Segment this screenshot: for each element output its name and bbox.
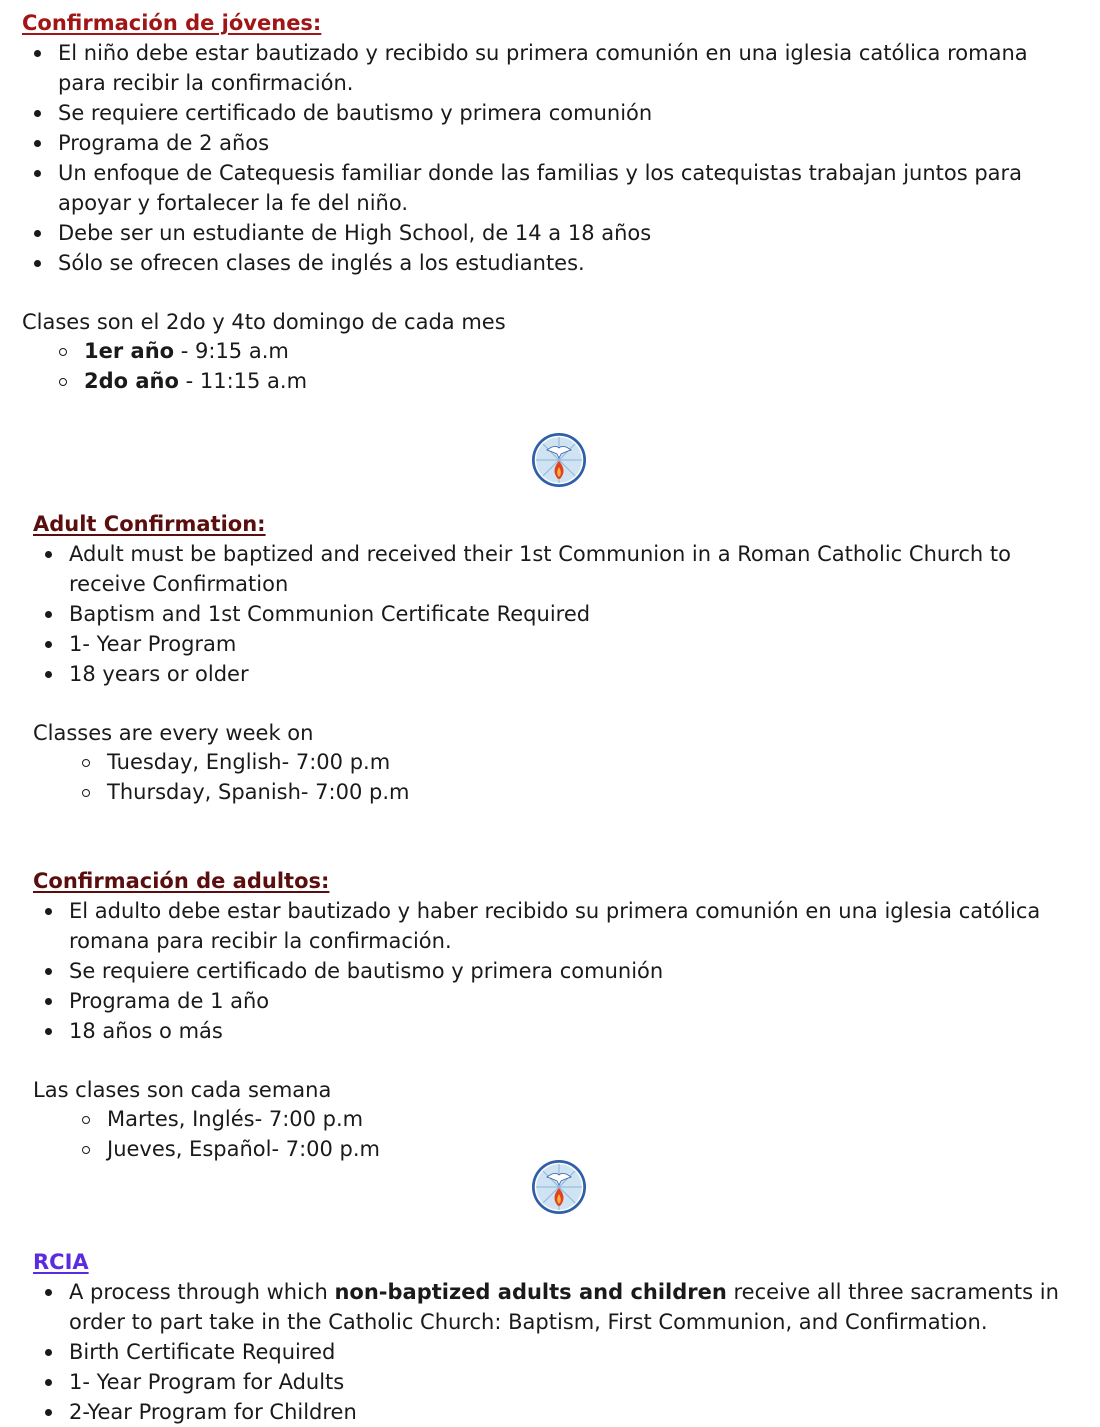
rcia-section xyxy=(33,1247,1070,1427)
list-item: 18 years or older xyxy=(33,659,1070,689)
schedule-time: - 9:15 a.m xyxy=(174,339,289,363)
list-item: 1- Year Program xyxy=(33,629,1070,659)
list-item: Tuesday, English- 7:00 p.m xyxy=(33,748,1070,778)
adult-confirmation-es-heading[interactable]: Confirmación de adultos: xyxy=(33,869,330,893)
youth-confirmation-es-heading[interactable]: Confirmación de jóvenes: xyxy=(22,11,322,35)
schedule-label: 1er año xyxy=(84,339,175,363)
list-item: Se requiere certificado de bautismo y primera comunión xyxy=(33,956,1070,986)
list-item: Birth Certificate Required xyxy=(33,1337,1070,1367)
list-item xyxy=(10,367,1070,397)
adult-es-schedule-intro: Las clases son cada semana xyxy=(33,1078,332,1102)
schedule-label: 2do año xyxy=(84,368,179,393)
list-item: El niño debe estar bautizado y recibido su primera comunión en una iglesia católica romana para recibir la confirmación. xyxy=(22,38,1070,98)
rcia-text-bold: non-baptized adults and children xyxy=(334,1280,727,1304)
youth-es-requirements-list xyxy=(22,38,1070,278)
adult-confirmation-en-heading[interactable]: Adult Confirmation: xyxy=(33,512,266,536)
adult-en-schedule-list xyxy=(33,748,1070,807)
list-item xyxy=(10,337,1070,367)
adult-en-requirements-list xyxy=(33,539,1070,689)
rcia-text-after: receive all three sacraments in order to part take in the Catholic Church: Baptism, First Communion, and Confirmation. xyxy=(69,1280,1059,1334)
holy-spirit-dove-flame-icon xyxy=(531,1159,587,1215)
youth-confirmation-es-section xyxy=(22,8,1070,396)
holy-spirit-dove-flame-icon xyxy=(531,432,587,488)
list-item: Un enfoque de Catequesis familiar donde las familias y los catequistas trabajan juntos para apoyar y fortalecer la fe del niño. xyxy=(22,158,1070,218)
list-item: Baptism and 1st Communion Certificate Required xyxy=(33,599,1070,629)
list-item: 1- Year Program for Adults xyxy=(33,1367,1070,1397)
adult-es-requirements-list xyxy=(33,896,1070,1046)
list-item: 18 años o más xyxy=(33,1016,1070,1046)
list-item: Adult must be baptized and received their 1st Communion in a Roman Catholic Church to receive Confirmation xyxy=(33,539,1070,599)
adult-en-schedule-intro: Classes are every week on xyxy=(33,721,314,745)
list-item xyxy=(33,1277,1070,1337)
list-item: Martes, Inglés- 7:00 p.m xyxy=(33,1105,1070,1135)
list-item: Debe ser un estudiante de High School, de 14 a 18 años xyxy=(22,218,1070,248)
list-item: El adulto debe estar bautizado y haber recibido su primera comunión en una iglesia católica romana para recibir la confirmación. xyxy=(33,896,1070,956)
list-item: Jueves, Español- 7:00 p.m xyxy=(33,1135,1070,1165)
list-item: 2-Year Program for Children xyxy=(33,1397,1070,1427)
list-item: Programa de 1 año xyxy=(33,986,1070,1016)
list-item: Sólo se ofrecen clases de inglés a los estudiantes. xyxy=(22,248,1070,278)
youth-es-schedule-list xyxy=(10,337,1070,396)
adult-es-schedule-list xyxy=(33,1105,1070,1164)
schedule-time: - 11:15 a.m xyxy=(178,368,308,393)
adult-confirmation-es-section xyxy=(33,866,1070,1164)
youth-es-schedule-intro: Clases son el 2do y 4to domingo de cada mes xyxy=(22,310,506,334)
rcia-heading[interactable]: RCIA xyxy=(33,1250,89,1274)
rcia-text-before: A process through which xyxy=(69,1280,335,1304)
adult-confirmation-en-section xyxy=(33,509,1070,807)
rcia-requirements-list xyxy=(33,1277,1070,1427)
list-item: Programa de 2 años xyxy=(22,128,1070,158)
list-item: Thursday, Spanish- 7:00 p.m xyxy=(33,778,1070,808)
list-item: Se requiere certificado de bautismo y primera comunión xyxy=(22,98,1070,128)
